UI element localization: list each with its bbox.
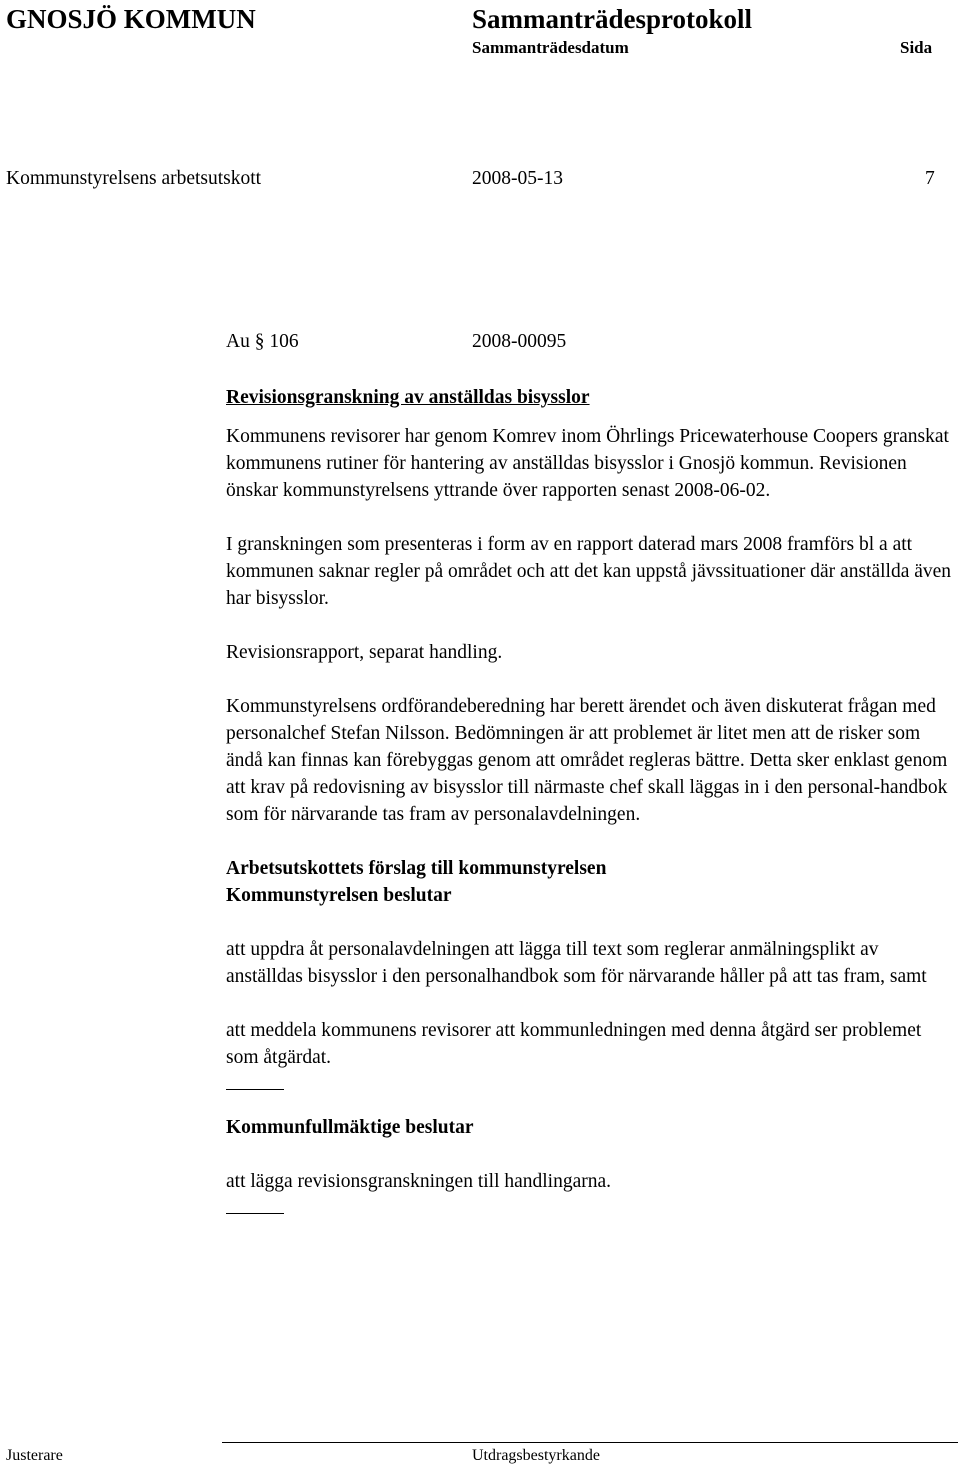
proposal-heading: Arbetsutskottets förslag till kommunstyrelsen bbox=[226, 858, 607, 879]
separator-rule bbox=[226, 1213, 284, 1214]
footer-certification-label: Utdragsbestyrkande bbox=[472, 1447, 600, 1464]
committee-name: Kommunstyrelsens arbetsutskott bbox=[6, 168, 262, 189]
decision-item: att lägga revisionsgranskningen till handlingarna. bbox=[226, 1171, 612, 1192]
case-title: Revisionsgranskning av anställdas bisysslor bbox=[226, 387, 590, 408]
case-content bbox=[226, 384, 958, 1214]
paragraph: Revisionsrapport, separat handling. bbox=[226, 642, 503, 663]
separator-rule bbox=[226, 1089, 284, 1090]
page-number: 7 bbox=[925, 168, 935, 189]
organization-name: GNOSJÖ KOMMUN bbox=[6, 4, 256, 34]
decision-item: att meddela kommunens revisorer att kommunledningen med denna åtgärd ser problemet som åtgärdat. bbox=[226, 1020, 922, 1068]
footer-signer-label: Justerare bbox=[6, 1447, 63, 1464]
ks-decision-heading: Kommunstyrelsen beslutar bbox=[226, 885, 452, 906]
case-number: Au § 106 bbox=[226, 331, 299, 352]
footer-rule bbox=[222, 1442, 958, 1443]
paragraph: Kommunens revisorer har genom Komrev inom Öhrlings Pricewaterhouse Coopers granskat kommunens rutiner för hantering av anställdas bisysslor i Gnosjö kommun. Revisionen önskar kommunstyrelsens yttrande över rapporten senast 2008-06-02. bbox=[226, 426, 949, 501]
kf-decision-heading: Kommunfullmäktige beslutar bbox=[226, 1117, 474, 1138]
decision-item: att uppdra åt personalavdelningen att lägga till text som reglerar anmälningsplikt av anställdas bisysslor i den personalhandbok som för närvarande håller på att tas fram, samt bbox=[226, 939, 927, 987]
document-title: Sammanträdesprotokoll bbox=[472, 4, 753, 34]
page-label: Sida bbox=[900, 38, 933, 57]
meeting-date-label: Sammanträdesdatum bbox=[472, 38, 629, 57]
paragraph: Kommunstyrelsens ordförandeberedning har berett ärendet och även diskuterat frågan med personalchef Stefan Nilsson. Bedömningen är att problemet är litet men att de risker som ändå kan finnas kan förebyggas genom att området regleras bättre. Detta sker enklast genom att krav på redovisning av bisysslor till närmaste chef skall läggas in i den personal-handbok som för närvarande tas fram av personalavdelningen. bbox=[226, 696, 948, 825]
paragraph: I granskningen som presenteras i form av en rapport daterad mars 2008 framförs bl a att kommunen saknar regler på området och att det kan uppstå jävssituationer där anställda även har bisysslor. bbox=[226, 534, 952, 609]
meeting-date: 2008-05-13 bbox=[472, 168, 563, 189]
case-reference: 2008-00095 bbox=[472, 331, 567, 352]
